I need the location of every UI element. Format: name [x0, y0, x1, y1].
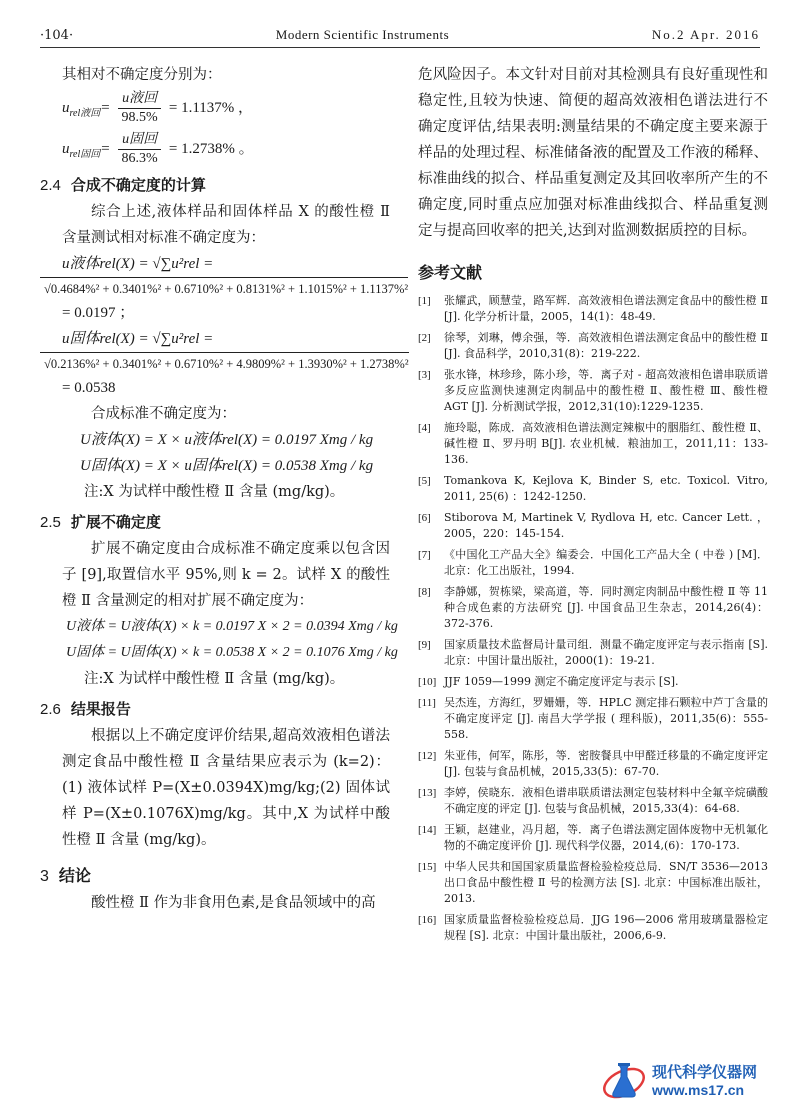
reference-item	[418, 510, 768, 542]
reference-item	[418, 674, 768, 690]
equation-liquid-U: U液体(X) = X × u液体rel(X) = 0.0197 Xmg / kg	[80, 432, 374, 448]
reference-text: 吴杰连，方海红，罗姗姗，等．HPLC 测定排石颗粒中芦丁含量的不确定度评定 [J]. 南昌大学学报 ( 理科版)，2011,35(6)：555-558.	[444, 696, 768, 741]
reference-number: [12]	[418, 750, 437, 762]
reference-item	[418, 547, 768, 579]
paragraph-2-5: 扩展不确定度由合成标准不确定度乘以包含因子 [9],取置信水平 95%,则 k = 2。试样 X 的酸性橙 Ⅱ 含量测定的相对扩展不确定度为：	[62, 541, 390, 609]
reference-item	[418, 822, 768, 854]
reference-item	[418, 473, 768, 505]
reference-text: 朱亚伟，何军，陈彤，等．密胺餐具中甲醛迁移量的不确定度评定 [J]. 包装与食品机械，2015,33(5)：67-70.	[444, 749, 768, 778]
fraction: $\frac{\text{u液回}}{98.5\%}$	[118, 90, 161, 127]
reference-item	[418, 293, 768, 325]
section-heading-2-4: 2.4 合成不确定度的计算	[40, 176, 206, 194]
equation-solid-sqrt: √0.2136%² + 0.3401%² + 0.6710%² + 4.9809%² + 1.3930%² + 1.2738%²	[40, 352, 409, 375]
equation-solid-result: = 0.0538	[62, 380, 116, 396]
reference-text: 国家质量监督检验检疫总局．JJG 196—2006 常用玻璃量器检定规程 [S]. 北京：中国计量出版社，2006,6-9.	[444, 913, 768, 942]
section-heading-2-5: 2.5 扩展不确定度	[40, 513, 161, 531]
reference-number: [7]	[418, 549, 431, 561]
reference-number: [3]	[418, 369, 431, 381]
equation-liquid-expanded: U液体 = U液体(X) × k = 0.0197 X × 2 = 0.0394 Xmg / kg	[66, 619, 398, 634]
equation-rel-solid-recovery: $u_{rel固回}=$ $\frac{\text{u固回}}{86.3\%}$ = 1.2738% 。	[62, 132, 254, 166]
reference-number: [16]	[418, 914, 437, 926]
reference-text: Tomankova K, Kejlova K, Binder S, etc. Toxicol. Vitro, 2011, 25(6) ：1242-1250.	[444, 474, 768, 503]
reference-text: JJF 1059—1999 测定不确定度评定与表示 [S].	[444, 675, 679, 688]
reference-text: 李静娜，贺栋梁，梁高道，等．同时测定肉制品中酸性橙 Ⅱ 等 11 种合成色素的方法研究 [J]. 中国食品卫生杂志，2014,26(4)：372-376.	[444, 585, 768, 630]
reference-item	[418, 785, 768, 817]
equation-solid-combined: u固体rel(X) = √∑u²rel =	[62, 331, 214, 347]
page-number: ·104·	[40, 28, 74, 43]
right-column	[418, 62, 768, 949]
equation-rel-liquid-recovery: $u_{rel液回}=$ $\frac{\text{u液回}}{98.5\%}$ = 1.1137% ，	[62, 91, 254, 125]
section-heading-2-6: 2.6 结果报告	[40, 700, 131, 718]
reference-number: [1]	[418, 295, 431, 307]
reference-text: 中华人民共和国国家质量监督检验检疫总局．SN/T 3536—2013 出口食品中酸性橙 Ⅱ 号的检测方法 [S]. 北京：中国标准出版社，2013.	[444, 860, 768, 905]
reference-number: [5]	[418, 475, 431, 487]
reference-item	[418, 859, 768, 907]
flask-logo-icon	[600, 1059, 648, 1103]
reference-text: Stiborova M, Martinek V, Rydlova H, etc. Cancer Lett. ，2005，220：145-154.	[444, 511, 768, 540]
reference-text: 徐琴，刘琳，傅余强，等．高效液相色谱法测定食品中的酸性橙 Ⅱ [J]. 食品科学，2010,31(8)：219-222.	[444, 331, 768, 360]
reference-number: [10]	[418, 676, 437, 688]
reference-number: [14]	[418, 824, 437, 836]
journal-name: Modern Scientific Instruments	[275, 27, 450, 42]
reference-number: [8]	[418, 586, 431, 598]
fraction: $\frac{\text{u固回}}{86.3\%}$	[118, 131, 161, 168]
reference-number: [13]	[418, 787, 437, 799]
equation-liquid-result: = 0.0197 ；	[62, 305, 135, 321]
paragraph-2-6: 根据以上不确定度评价结果,超高效液相色谱法测定食品中酸性橙 Ⅱ 含量结果应表示为 (k=2)：(1) 液体试样 P=(X±0.0394X)mg/kg;(2) 固体试样 P=(X±0.1076X)mg/kg。其中,X 为试样中酸性橙 Ⅱ 含量 (mg/kg)。	[62, 728, 390, 848]
running-header	[40, 26, 760, 48]
watermark-url: www.ms17.cn	[652, 1082, 745, 1098]
equation-liquid-sqrt: √0.4684%² + 0.3401%² + 0.6710%² + 0.8131%² + 1.1015%² + 1.1137%²	[40, 277, 408, 300]
reference-item	[418, 367, 768, 415]
issue-info: No.2 Apr. 2016	[651, 27, 760, 42]
combined-uncertainty-label: 合成标准不确定度为：	[91, 406, 236, 422]
paragraph-2-4: 综合上述,液体样品和固体样品 X 的酸性橙 Ⅱ 含量测试相对标准不确定度为：	[62, 204, 390, 246]
watermark-site-name: 现代科学仪器网	[652, 1063, 758, 1081]
reference-list	[418, 293, 768, 944]
section-heading-3: 3 结论	[40, 866, 91, 885]
reference-item	[418, 748, 768, 780]
conclusion-continued: 危风险因子。本文针对目前对其检测具有良好重现性和稳定性,且较为快速、简便的超高效液相色谱法进行不确定度评估,结果表明:测量结果的不确定度主要来源于样品的处理过程、标准储备液的配置及工作液的稀释、标准曲线的拟合、样品重复测定及其回收率所产生的不确定度,同时重点应加强对标准曲线拟合、样品重复测定与提高回收率的把关,达到对监测数据质控的目标。	[418, 67, 768, 239]
note-1: 注:X 为试样中酸性橙 Ⅱ 含量 (mg/kg)。	[84, 484, 345, 500]
reference-item	[418, 584, 768, 632]
note-2: 注:X 为试样中酸性橙 Ⅱ 含量 (mg/kg)。	[84, 671, 345, 687]
reference-item	[418, 420, 768, 468]
reference-text: 施玲聪，陈成．高效液相色谱法测定辣椒中的胭脂红、酸性橙 Ⅱ、碱性橙 Ⅱ、罗丹明 B[J]. 农业机械．粮油加工，2011,11：133-136.	[444, 421, 768, 466]
left-column	[40, 62, 409, 916]
watermark-logo	[600, 1059, 790, 1103]
reference-text: 国家质量技术监督局计量司组．测量不确定度评定与表示指南 [S]. 北京：中国计量出版社，2000(1)：19-21.	[444, 638, 768, 667]
equation-solid-U: U固体(X) = X × u固体rel(X) = 0.0538 Xmg / kg	[80, 458, 374, 474]
reference-text: 李婷，侯晓东．液相色谱串联质谱法测定包装材料中全氟辛烷磺酸不确定度的评定 [J]. 包装与食品机械，2015,33(4)：64-68.	[444, 786, 768, 815]
reference-item	[418, 330, 768, 362]
reference-number: [6]	[418, 512, 431, 524]
paragraph-3: 酸性橙 Ⅱ 作为非食用色素,是食品领域中的高	[91, 895, 376, 911]
reference-text: 《中国化工产品大全》编委会．中国化工产品大全 ( 中卷 ) [M]．北京：化工出版社，1994.	[444, 548, 768, 577]
reference-number: [11]	[418, 697, 436, 709]
equation-liquid-combined: u液体rel(X) = √∑u²rel =	[62, 256, 214, 272]
intro-text: 其相对不确定度分别为：	[62, 67, 222, 83]
reference-item	[418, 912, 768, 944]
equation-solid-expanded: U固体 = U固体(X) × k = 0.0538 X × 2 = 0.1076 Xmg / kg	[66, 645, 398, 660]
reference-text: 张耀武，顾慧莹，路军辉．高效液相色谱法测定食品中的酸性橙 Ⅱ [J]. 化学分析计量，2005，14(1)：48-49.	[444, 294, 768, 323]
reference-number: [9]	[418, 639, 431, 651]
reference-number: [4]	[418, 422, 431, 434]
reference-text: 王颖，赵建业，冯月超，等．离子色谱法测定固体废物中无机氟化物的不确定度评价 [J]. 现代科学仪器，2014,(6)：170-173.	[444, 823, 768, 852]
reference-number: [2]	[418, 332, 431, 344]
reference-item	[418, 695, 768, 743]
reference-number: [15]	[418, 861, 437, 873]
reference-text: 张水锋，林珍珍，陈小珍，等．离子对 - 超高效液相色谱串联质谱多反应监测快速测定肉制品中的酸性橙 Ⅱ、酸性橙 Ⅲ、酸性橙 AGT [J]. 分析测试学报，2012,31(10):1229-1235.	[444, 368, 768, 413]
references-heading: 参考文献	[418, 263, 483, 282]
reference-item	[418, 637, 768, 669]
